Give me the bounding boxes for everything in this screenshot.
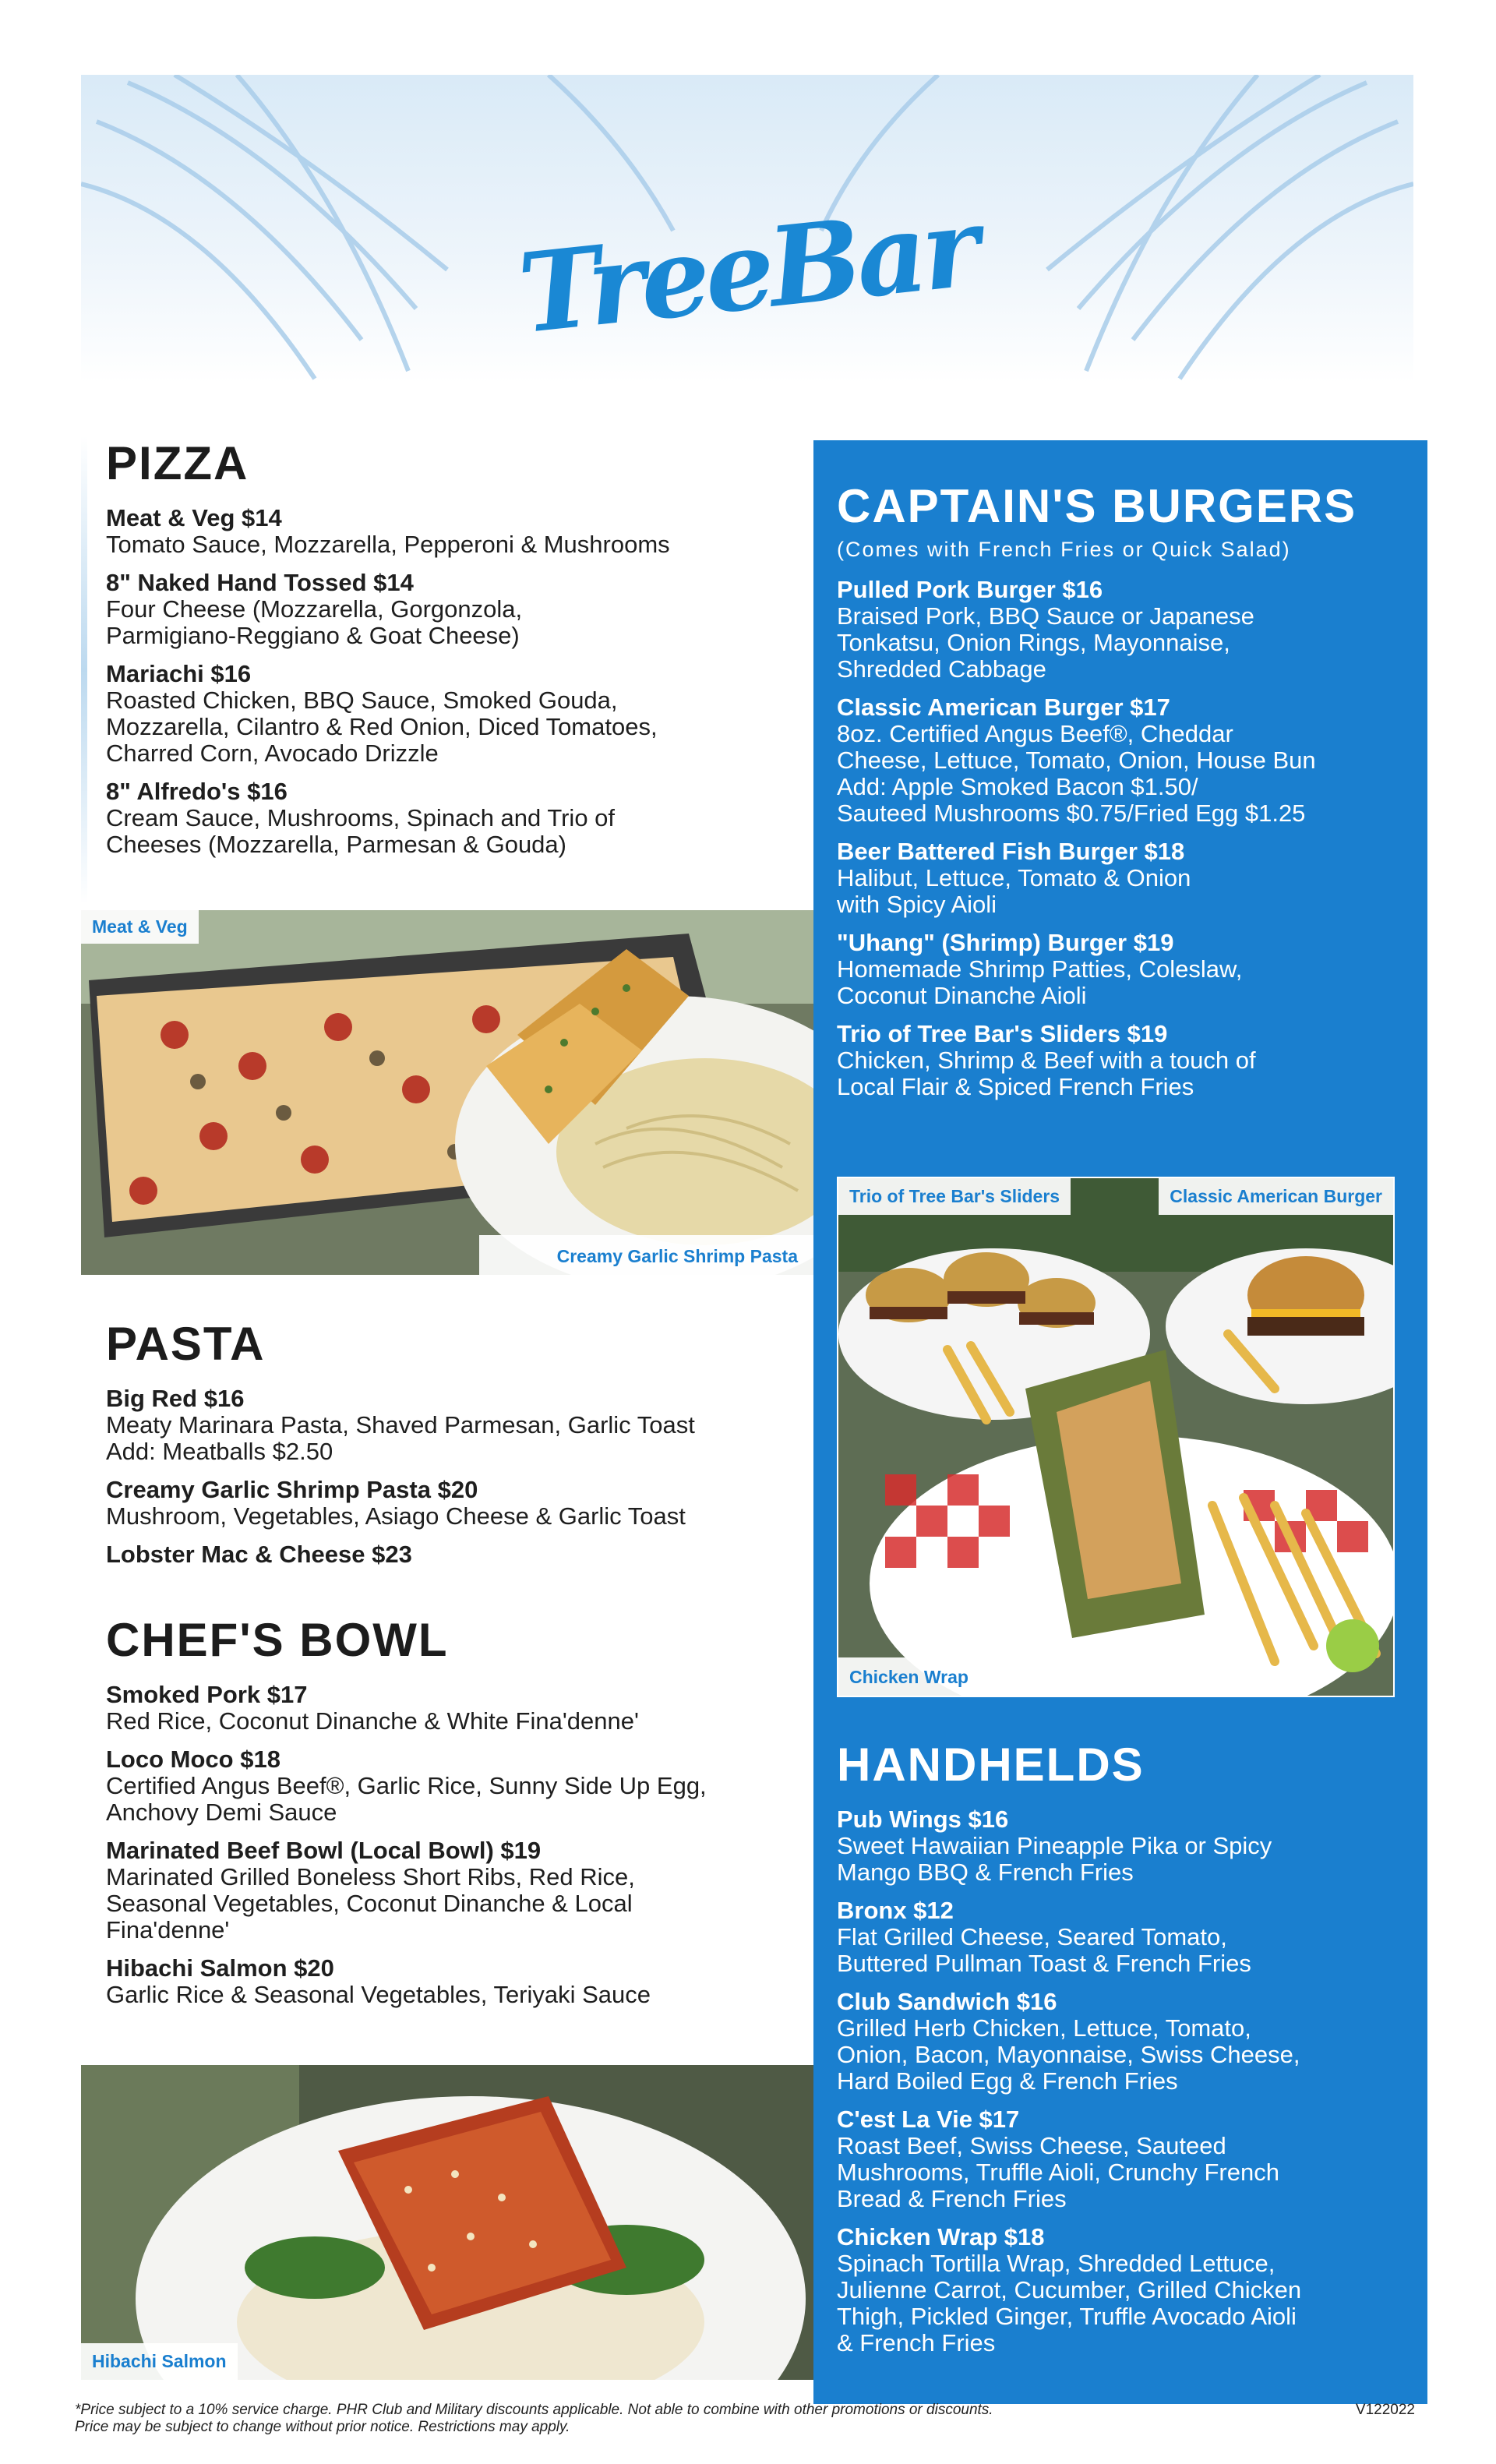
menu-item-description: Cream Sauce, Mushrooms, Spinach and Trio of xyxy=(106,804,616,831)
menu-item-description: Grilled Herb Chicken, Lettuce, Tomato, xyxy=(837,2014,1251,2042)
menu-item-description: Meaty Marinara Pasta, Shaved Parmesan, Garlic Toast xyxy=(106,1411,695,1439)
handhelds-section xyxy=(837,1738,1413,2367)
menu-item-description: Sweet Hawaiian Pineapple Pika or Spicy xyxy=(837,1832,1272,1859)
menu-item-name: Loco Moco $18 xyxy=(106,1746,280,1773)
menu-item-description: with Spicy Aioli xyxy=(837,891,997,918)
menu-item-name: Hibachi Salmon $20 xyxy=(106,1954,334,1982)
menu-item xyxy=(837,1020,1413,1100)
pizza-photo xyxy=(81,910,813,1275)
logo-text: TreeBar xyxy=(513,183,982,359)
photo-caption-sliders: Trio of Tree Bar's Sliders xyxy=(838,1178,1071,1215)
menu-item-description: Onion, Bacon, Mayonnaise, Swiss Cheese, xyxy=(837,2041,1300,2068)
section-title-pizza: PIZZA xyxy=(106,437,249,489)
pizza-pasta-image xyxy=(81,910,813,1275)
menu-item-description: Bread & French Fries xyxy=(837,2185,1067,2212)
menu-item-name: Lobster Mac & Cheese $23 xyxy=(106,1541,412,1568)
menu-item-description: 8oz. Certified Angus Beef®, Cheddar xyxy=(837,720,1233,747)
photo-caption-hibachi-salmon: Hibachi Salmon xyxy=(81,2343,238,2380)
menu-item-description: Garlic Rice & Seasonal Vegetables, Teriyaki Sauce xyxy=(106,1981,651,2008)
photo-caption-shrimp-pasta: Creamy Garlic Shrimp Pasta xyxy=(479,1235,813,1275)
menu-item-name: Classic American Burger $17 xyxy=(837,694,1170,721)
menu-item xyxy=(106,569,807,649)
menu-item-name: Club Sandwich $16 xyxy=(837,1988,1057,2015)
menu-item xyxy=(106,1541,807,1568)
menu-item-description: Marinated Grilled Boneless Short Ribs, Red Rice, xyxy=(106,1863,635,1890)
menu-item xyxy=(106,1681,807,1735)
menu-item-description: Mango BBQ & French Fries xyxy=(837,1859,1134,1886)
pizza-section xyxy=(106,436,807,869)
menu-item-name: "Uhang" (Shrimp) Burger $19 xyxy=(837,929,1174,956)
salmon-photo xyxy=(81,2065,813,2380)
menu-item-name: Smoked Pork $17 xyxy=(106,1681,308,1708)
burgers-section xyxy=(837,479,1413,1111)
menu-item xyxy=(837,838,1413,918)
menu-item xyxy=(837,2106,1413,2212)
footer-line-2: Price may be subject to change without prior notice. Restrictions may apply. xyxy=(75,2419,570,2435)
menu-item-description: & French Fries xyxy=(837,2329,996,2356)
menu-item xyxy=(106,1954,807,2008)
menu-item-description: Parmigiano-Reggiano & Goat Cheese) xyxy=(106,622,520,649)
menu-item-description: Anchovy Demi Sauce xyxy=(106,1799,337,1826)
right-column xyxy=(813,440,1427,2404)
menu-item-description: Coconut Dinanche Aioli xyxy=(837,982,1087,1009)
menu-item-name: Meat & Veg $14 xyxy=(106,504,282,531)
footer-line-1: *Price subject to a 10% service charge. PHR Club and Military discounts applicable. Not able to combine with other promotions or discounts. xyxy=(75,2402,993,2418)
burgers-subtitle: (Comes with French Fries or Quick Salad) xyxy=(837,538,1291,561)
menu-item-description: Mushroom, Vegetables, Asiago Cheese & Garlic Toast xyxy=(106,1502,686,1530)
menu-item-description: Thigh, Pickled Ginger, Truffle Avocado Aioli xyxy=(837,2303,1297,2330)
photo-caption-classic-burger: Classic American Burger xyxy=(1159,1178,1393,1215)
section-title-handhelds: HANDHELDS xyxy=(837,1739,1145,1791)
menu-item-description: Add: Apple Smoked Bacon $1.50/ xyxy=(837,773,1198,800)
menu-item-name: Big Red $16 xyxy=(106,1385,245,1412)
section-title-pasta: PASTA xyxy=(106,1318,266,1370)
menu-item xyxy=(837,576,1413,683)
menu-item xyxy=(837,929,1413,1009)
menu-item-description: Cheeses (Mozzarella, Parmesan & Gouda) xyxy=(106,831,566,858)
menu-item xyxy=(106,1837,807,1943)
menu-item-name: 8" Alfredo's $16 xyxy=(106,778,288,805)
menu-item-description: Tomato Sauce, Mozzarella, Pepperoni & Mushrooms xyxy=(106,531,670,558)
burgers-photo xyxy=(837,1177,1395,1697)
chefs-bowl-section xyxy=(106,1613,807,2019)
burgers-wrap-image xyxy=(838,1178,1393,1696)
menu-item-name: Pulled Pork Burger $16 xyxy=(837,576,1103,603)
hibachi-salmon-image xyxy=(81,2065,813,2380)
menu-item-description: Hard Boiled Egg & French Fries xyxy=(837,2067,1178,2095)
menu-item-description: Roasted Chicken, BBQ Sauce, Smoked Gouda, xyxy=(106,687,618,714)
menu-item xyxy=(106,504,807,558)
menu-item xyxy=(106,1385,807,1465)
menu-item-description: Sauteed Mushrooms $0.75/Fried Egg $1.25 xyxy=(837,800,1306,827)
menu-item-name: 8" Naked Hand Tossed $14 xyxy=(106,569,414,596)
menu-item-description: Fina'denne' xyxy=(106,1916,230,1943)
menu-item-description: Mozzarella, Cilantro & Red Onion, Diced Tomatoes, xyxy=(106,713,658,740)
menu-item-description: Spinach Tortilla Wrap, Shredded Lettuce, xyxy=(837,2250,1275,2277)
menu-item-description: Tonkatsu, Onion Rings, Mayonnaise, xyxy=(837,629,1230,656)
menu-item-description: Flat Grilled Cheese, Seared Tomato, xyxy=(837,1923,1227,1950)
menu-item xyxy=(106,1746,807,1826)
menu-item-description: Add: Meatballs $2.50 xyxy=(106,1438,333,1465)
menu-item-description: Red Rice, Coconut Dinanche & White Fina'denne' xyxy=(106,1707,639,1735)
menu-item xyxy=(837,1897,1413,1977)
menu-item-description: Homemade Shrimp Patties, Coleslaw, xyxy=(837,955,1243,983)
photo-caption-chicken-wrap: Chicken Wrap xyxy=(838,1657,1110,1696)
menu-item-description: Halibut, Lettuce, Tomato & Onion xyxy=(837,864,1191,891)
menu-item xyxy=(837,1988,1413,2095)
menu-item-description: Mushrooms, Truffle Aioli, Crunchy French xyxy=(837,2159,1279,2186)
pasta-section xyxy=(106,1317,807,1579)
section-title-burgers: CAPTAIN'S BURGERS xyxy=(837,480,1357,532)
menu-item-name: Bronx $12 xyxy=(837,1897,954,1924)
menu-item-name: Chicken Wrap $18 xyxy=(837,2223,1045,2250)
menu-item-name: Creamy Garlic Shrimp Pasta $20 xyxy=(106,1476,478,1503)
menu-item-name: Beer Battered Fish Burger $18 xyxy=(837,838,1185,865)
menu-item-description: Shredded Cabbage xyxy=(837,655,1046,683)
menu-item xyxy=(106,660,807,767)
menu-item xyxy=(837,2223,1413,2356)
footer-disclaimer xyxy=(75,2402,1415,2436)
menu-item-description: Charred Corn, Avocado Drizzle xyxy=(106,740,439,767)
menu-item-name: Mariachi $16 xyxy=(106,660,252,687)
menu-item xyxy=(837,694,1413,827)
version-code: V122022 xyxy=(1355,2402,1415,2418)
photo-caption-meat-veg: Meat & Veg xyxy=(81,910,199,944)
menu-item xyxy=(106,1476,807,1530)
menu-item-description: Cheese, Lettuce, Tomato, Onion, House Bun xyxy=(837,747,1316,774)
menu-item-description: Local Flair & Spiced French Fries xyxy=(837,1073,1194,1100)
menu-item-description: Buttered Pullman Toast & French Fries xyxy=(837,1950,1251,1977)
menu-item xyxy=(837,1806,1413,1886)
menu-item-name: Marinated Beef Bowl (Local Bowl) $19 xyxy=(106,1837,542,1864)
menu-item-description: Four Cheese (Mozzarella, Gorgonzola, xyxy=(106,595,523,623)
menu-item-description: Chicken, Shrimp & Beef with a touch of xyxy=(837,1047,1256,1074)
menu-item-description: Braised Pork, BBQ Sauce or Japanese xyxy=(837,602,1254,630)
menu-item-description: Julienne Carrot, Cucumber, Grilled Chicken xyxy=(837,2276,1302,2303)
menu-item-description: Seasonal Vegetables, Coconut Dinanche & Local xyxy=(106,1890,633,1917)
menu-item-name: Trio of Tree Bar's Sliders $19 xyxy=(837,1020,1168,1047)
menu-item-description: Roast Beef, Swiss Cheese, Sauteed xyxy=(837,2132,1226,2159)
section-title-chefs-bowl: CHEF'S BOWL xyxy=(106,1614,449,1666)
menu-item-name: C'est La Vie $17 xyxy=(837,2106,1020,2133)
menu-item xyxy=(106,778,807,858)
menu-item-name: Pub Wings $16 xyxy=(837,1806,1009,1833)
menu-item-description: Certified Angus Beef®, Garlic Rice, Sunny Side Up Egg, xyxy=(106,1772,707,1799)
header-banner xyxy=(81,75,1413,383)
